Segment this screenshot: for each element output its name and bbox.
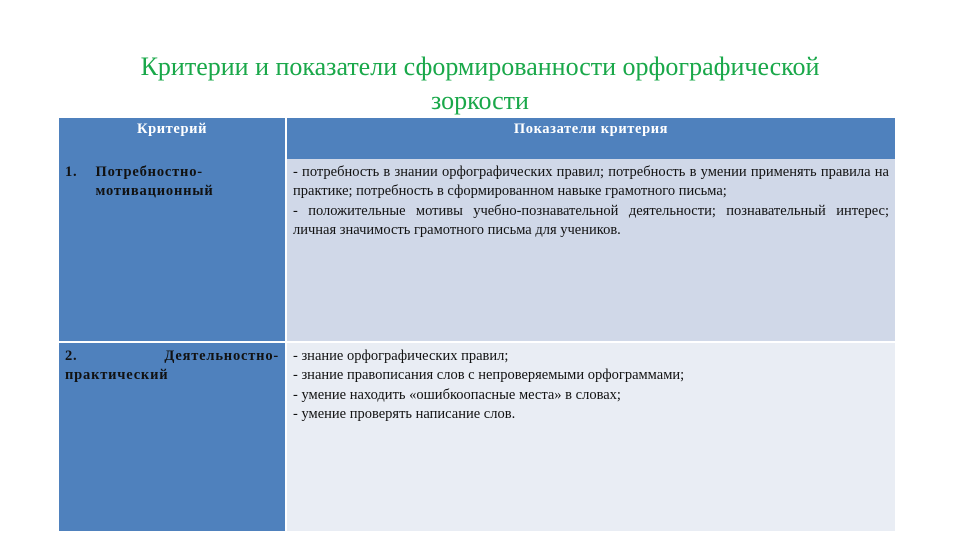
- criterion-number: 2.: [65, 348, 78, 364]
- table-row: [59, 159, 895, 342]
- slide-title: [60, 50, 900, 118]
- indicator-item: - умение находить «ошибкоопасные места» в словах;: [293, 386, 621, 403]
- criterion-number: 1.: [65, 164, 78, 180]
- indicator-item: - знание правописания слов с непроверяемыми орфограммами;: [293, 367, 685, 384]
- header-indicators: Показатели критерия: [286, 118, 895, 159]
- criteria-table: [59, 118, 895, 531]
- indicator-item: - знание орфографических правил;: [293, 348, 509, 364]
- header-criterion: Критерий: [59, 118, 286, 159]
- criterion-name: Потребностно-мотивационный: [95, 164, 214, 200]
- criterion-name: Деятельностно-практический: [65, 348, 279, 384]
- indicators-cell: [286, 342, 895, 531]
- indicators-cell: [286, 159, 895, 342]
- table-row: [59, 342, 895, 531]
- indicator-item: - положительные мотивы учебно-познавательной деятельности; познавательный интерес; личная значимость грамотного письма для учеников.: [293, 202, 889, 239]
- slide-title-line-2: зоркости: [431, 86, 529, 115]
- criterion-cell: [59, 342, 286, 531]
- table-header-row: [59, 118, 895, 159]
- criterion-cell: [59, 159, 286, 342]
- indicator-item: - потребность в знании орфографических правил; потребность в умении применять правила на практике; потребность в сформированном навыке грамотного письма;: [293, 164, 889, 200]
- indicator-item: - умение проверять написание слов.: [293, 406, 516, 423]
- slide-title-line-1: Критерии и показатели сформированности орфографической: [140, 52, 820, 81]
